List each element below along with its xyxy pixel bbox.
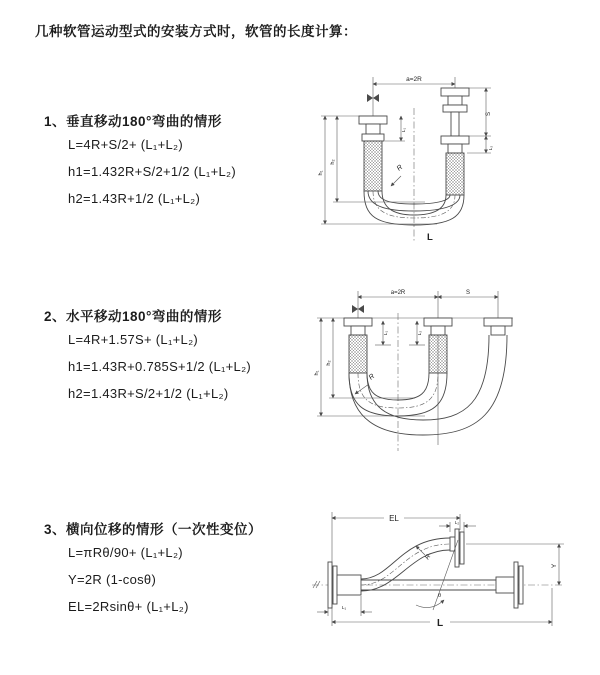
dim-label-fit1: L₁ xyxy=(384,330,389,336)
section-2-formulas xyxy=(68,326,251,407)
section-3-heading: 3、横向位移的情形（一次性变位） xyxy=(44,522,263,537)
formula: L=πRθ/90+ (L₁+L₂) xyxy=(68,545,183,560)
dim-label-h2: h₂ xyxy=(326,360,332,366)
radius-callout xyxy=(391,164,404,186)
dim-label-offset: Y xyxy=(551,563,558,569)
dim-label-length: L xyxy=(436,618,444,629)
formula: h1=1.432R+S/2+1/2 (L₁+L₂) xyxy=(68,164,236,179)
section-1-formulas xyxy=(68,131,236,212)
fixed-end-fitting xyxy=(344,318,372,373)
moving-end-fitting-pos2 xyxy=(484,318,512,335)
formula: L=4R+1.57S+ (L₁+L₂) xyxy=(68,332,199,347)
dimension-lines xyxy=(317,512,564,629)
braided-hose-section xyxy=(429,335,447,373)
braided-hose-section xyxy=(446,153,464,195)
dim-label-travel: S xyxy=(486,111,492,117)
dim-label-fit1: L₁ xyxy=(402,127,407,133)
centerline-break-mark xyxy=(313,581,320,588)
dim-label-length: L xyxy=(427,232,433,243)
dim-label-h2: h₂ xyxy=(330,159,336,165)
section-1-heading: 1、垂直移动180°弯曲的情形 xyxy=(44,114,222,129)
dim-label-el: EL xyxy=(389,514,399,523)
braided-hose-section xyxy=(364,141,382,191)
dimension-lines xyxy=(318,76,494,224)
fixed-end-fitting xyxy=(359,116,387,191)
formula: h2=1.43R+S/2+1/2 (L₁+L₂) xyxy=(68,386,229,401)
displaced-hose-curve xyxy=(361,529,464,591)
dim-label-radius: R xyxy=(367,372,377,382)
dim-label-h1: h₁ xyxy=(314,370,320,376)
moving-end-fitting xyxy=(441,88,469,195)
diagram-lateral-displacement xyxy=(300,500,590,645)
dimension-lines xyxy=(314,290,513,445)
section-3-formulas xyxy=(68,539,189,620)
formula: h2=1.43R+1/2 (L₁+L₂) xyxy=(68,191,201,206)
diagram-horizontal-180-bend xyxy=(313,283,563,465)
dim-label-h1: h₁ xyxy=(318,170,324,176)
moving-end-fitting-pos1 xyxy=(424,318,452,373)
formula: Y=2R (1-cosθ) xyxy=(68,572,157,587)
braided-hose-section xyxy=(349,335,367,373)
dim-label-span: a=2R xyxy=(406,76,422,83)
formula: L=4R+S/2+ (L₁+L₂) xyxy=(68,137,183,152)
dim-label-fit2: L₂ xyxy=(489,145,494,151)
formula: EL=2Rsinθ+ (L₁+L₂) xyxy=(68,599,189,614)
hose-u-curves xyxy=(349,335,507,435)
dim-label-radius: R xyxy=(395,163,405,173)
dim-label-fit1: L₁ xyxy=(341,606,347,611)
diagram-vertical-180-bend xyxy=(315,68,555,253)
dim-label-travel: S xyxy=(465,290,471,296)
section-2-heading: 2、水平移动180°弯曲的情形 xyxy=(44,309,222,324)
page-title: 几种软管运动型式的安装方式时，软管的长度计算： xyxy=(35,24,357,39)
left-flange-fitting xyxy=(328,562,361,608)
dim-label-angle: θ xyxy=(438,593,442,599)
dim-label-fit2: L₂ xyxy=(418,330,423,336)
dim-label-span: a=2R xyxy=(390,290,406,296)
formula: h1=1.43R+0.785S+1/2 (L₁+L₂) xyxy=(68,359,252,374)
dim-label-radius: R xyxy=(423,553,433,562)
dim-label-fit2: L₂ xyxy=(454,520,460,525)
